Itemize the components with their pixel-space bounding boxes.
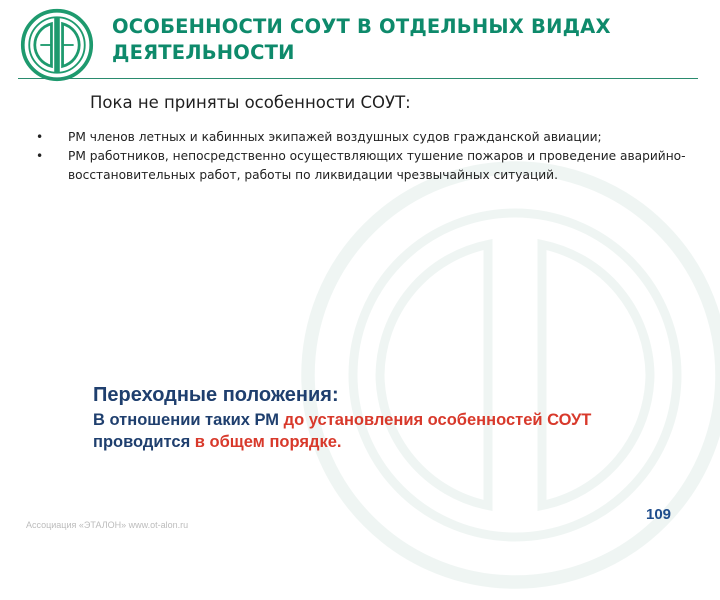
- bullet-marker: •: [36, 130, 44, 144]
- title-divider: [18, 78, 698, 79]
- transition-heading: Переходные положения:: [93, 384, 339, 406]
- page-number: 109: [646, 506, 672, 523]
- transition-highlight-2: в общем порядке.: [194, 433, 342, 451]
- emblem-watermark-icon: [290, 150, 720, 600]
- list-item: [36, 128, 706, 147]
- transition-text-part-1: В отношении таких РМ: [93, 411, 284, 429]
- footer-text: Ассоциация «ЭТАЛОН» www.ot-alon.ru: [26, 520, 189, 530]
- transition-text-part-3: проводится: [93, 433, 195, 451]
- slide-title-line-2: ДЕЯТЕЛЬНОСТИ: [112, 41, 295, 64]
- bullet-list: [36, 128, 706, 185]
- transition-text: [93, 409, 653, 453]
- slide-title: [112, 14, 702, 66]
- transition-highlight-1: до установления особенностей СОУТ: [283, 411, 592, 429]
- organization-emblem-icon: [20, 8, 94, 82]
- section-subtitle: Пока не приняты особенности СОУТ:: [90, 93, 411, 112]
- transition-provisions: [93, 383, 653, 453]
- list-item: [36, 147, 706, 185]
- slide-title-line-1: ОСОБЕННОСТИ СОУТ В ОТДЕЛЬНЫХ ВИДАХ: [112, 15, 611, 38]
- list-item-text: РМ работников, непосредственно осуществляющих тушение пожаров и проведение аварийно-восстановительных работ, работы по ликвидации чрезвычайных ситуаций.: [68, 149, 686, 182]
- bullet-marker: •: [36, 149, 44, 163]
- list-item-text: РМ членов летных и кабинных экипажей воздушных судов гражданской авиации;: [68, 130, 602, 144]
